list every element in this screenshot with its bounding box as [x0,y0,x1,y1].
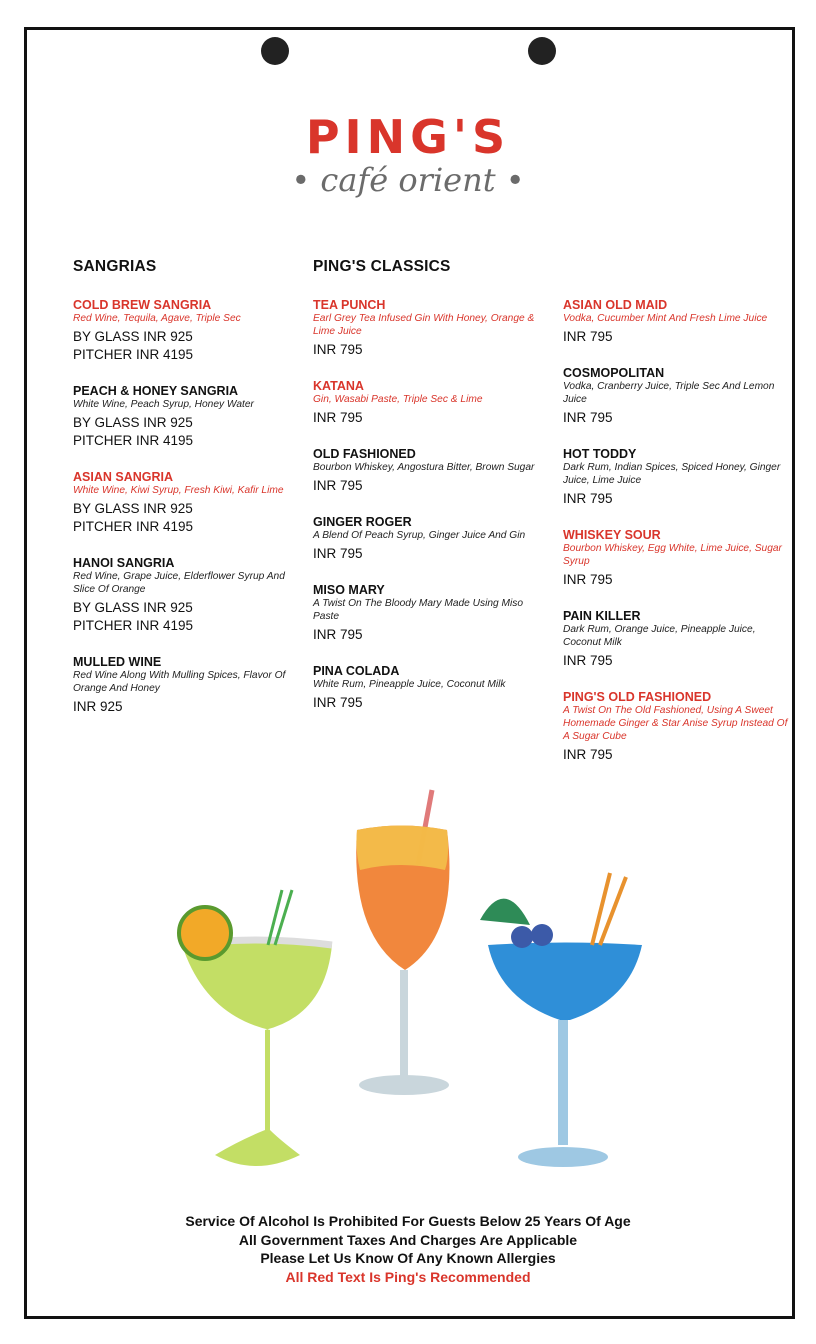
item-description: White Rum, Pineapple Juice, Coconut Milk [313,679,506,690]
item-name: OLD FASHIONED [313,447,416,461]
item-price: INR 795 [313,342,363,357]
item-description: A Twist On The Old Fashioned, Using A Sweet Homemade Ginger & Star Anise Syrup Instead Of A Sugar Cube [563,705,788,742]
logo-name: PING'S [305,110,511,164]
item-description: White Wine, Peach Syrup, Honey Water [73,399,254,410]
column-classics [313,258,543,732]
item-name: GINGER ROGER [313,515,412,529]
item-description: Red Wine Along With Mulling Spices, Flavor Of Orange And Honey [73,670,286,694]
logo-tagline: • café orient • [291,161,525,199]
menu-item [73,556,303,635]
menu-item [73,470,303,536]
menu-item [73,384,303,450]
item-price: INR 795 [313,478,363,493]
section-heading: PING'S CLASSICS [313,258,451,275]
item-price: INR 795 [563,653,613,668]
menu-item [563,528,788,589]
item-description: Vodka, Cranberry Juice, Triple Sec And Lemon Juice [563,381,775,405]
margarita-glass-icon [179,890,332,1166]
menu-item [313,298,543,359]
footer-notes [0,1212,816,1287]
item-price: INR 795 [563,747,613,762]
item-name: MISO MARY [313,583,385,597]
item-name: COSMOPOLITAN [563,366,665,380]
item-description: White Wine, Kiwi Syrup, Fresh Kiwi, Kafir Lime [73,485,284,496]
item-name: WHISKEY SOUR [563,528,661,542]
footer-recommended-note: All Red Text Is Ping's Recommended [285,1269,531,1286]
item-price: INR 795 [563,329,613,344]
item-price: INR 795 [313,627,363,642]
item-price: INR 795 [563,491,613,506]
item-name: PING'S OLD FASHIONED [563,690,712,704]
menu-item [313,515,543,563]
item-name: PINA COLADA [313,664,400,678]
item-description: A Twist On The Bloody Mary Made Using Miso Paste [313,598,524,622]
item-price: PITCHER INR 4195 [73,519,194,534]
item-description: Bourbon Whiskey, Egg White, Lime Juice, Sugar Syrup [563,543,782,567]
menu-item [313,664,543,712]
item-price: INR 795 [313,546,363,561]
menu-item [563,690,788,764]
footer-line: Service Of Alcohol Is Prohibited For Guests Below 25 Years Of Age [185,1213,631,1229]
menu-item [313,583,543,644]
item-description: A Blend Of Peach Syrup, Ginger Juice And Gin [313,530,526,541]
item-name: KATANA [313,379,364,393]
item-price: BY GLASS INR 925 [73,501,193,516]
punch-hole [528,37,556,65]
item-description: Vodka, Cucumber Mint And Fresh Lime Juice [563,313,768,324]
item-description: Bourbon Whiskey, Angostura Bitter, Brown Sugar [313,462,535,473]
item-price: INR 795 [563,572,613,587]
item-price: PITCHER INR 4195 [73,433,194,448]
item-name: MULLED WINE [73,655,162,669]
item-description: Dark Rum, Orange Juice, Pineapple Juice, Coconut Milk [563,624,756,648]
item-description: Gin, Wasabi Paste, Triple Sec & Lime [313,394,483,405]
item-description: Earl Grey Tea Infused Gin With Honey, Orange & Lime Juice [313,313,535,337]
item-price: BY GLASS INR 925 [73,600,193,615]
logo [0,112,816,200]
item-name: HANOI SANGRIA [73,556,175,570]
item-price: PITCHER INR 4195 [73,618,194,633]
menu-item [563,298,788,346]
wine-glass-sangria-icon [356,790,449,1095]
menu-item [563,366,788,427]
item-price: INR 795 [563,410,613,425]
blue-cocktail-icon [480,873,642,1167]
item-price: INR 925 [73,699,123,714]
menu-item [73,655,303,716]
item-description: Red Wine, Tequila, Agave, Triple Sec [73,313,241,324]
item-name: PAIN KILLER [563,609,641,623]
menu-item [563,609,788,670]
item-description: Red Wine, Grape Juice, Elderflower Syrup And Slice Of Orange [73,571,285,595]
footer-line: Please Let Us Know Of Any Known Allergies [260,1250,556,1267]
punch-hole [261,37,289,65]
item-name: TEA PUNCH [313,298,386,312]
item-price: BY GLASS INR 925 [73,415,193,430]
menu-item [313,447,543,495]
item-name: COLD BREW SANGRIA [73,298,212,312]
footer-line: All Government Taxes And Charges Are Applicable [238,1231,578,1248]
menu-item [563,447,788,508]
section-heading: SANGRIAS [73,258,157,275]
menu-item [73,298,303,364]
cocktail-illustration [160,785,660,1175]
item-name: ASIAN OLD MAID [563,298,668,312]
item-price: BY GLASS INR 925 [73,329,193,344]
column-sangrias [73,258,303,736]
section-heading [563,258,788,298]
item-price: INR 795 [313,695,363,710]
item-price: INR 795 [313,410,363,425]
item-name: HOT TODDY [563,447,637,461]
column-classics-continued [563,258,788,784]
item-price: PITCHER INR 4195 [73,347,194,362]
item-description: Dark Rum, Indian Spices, Spiced Honey, Ginger Juice, Lime Juice [563,462,781,486]
item-name: ASIAN SANGRIA [73,470,174,484]
item-name: PEACH & HONEY SANGRIA [73,384,239,398]
menu-item [313,379,543,427]
